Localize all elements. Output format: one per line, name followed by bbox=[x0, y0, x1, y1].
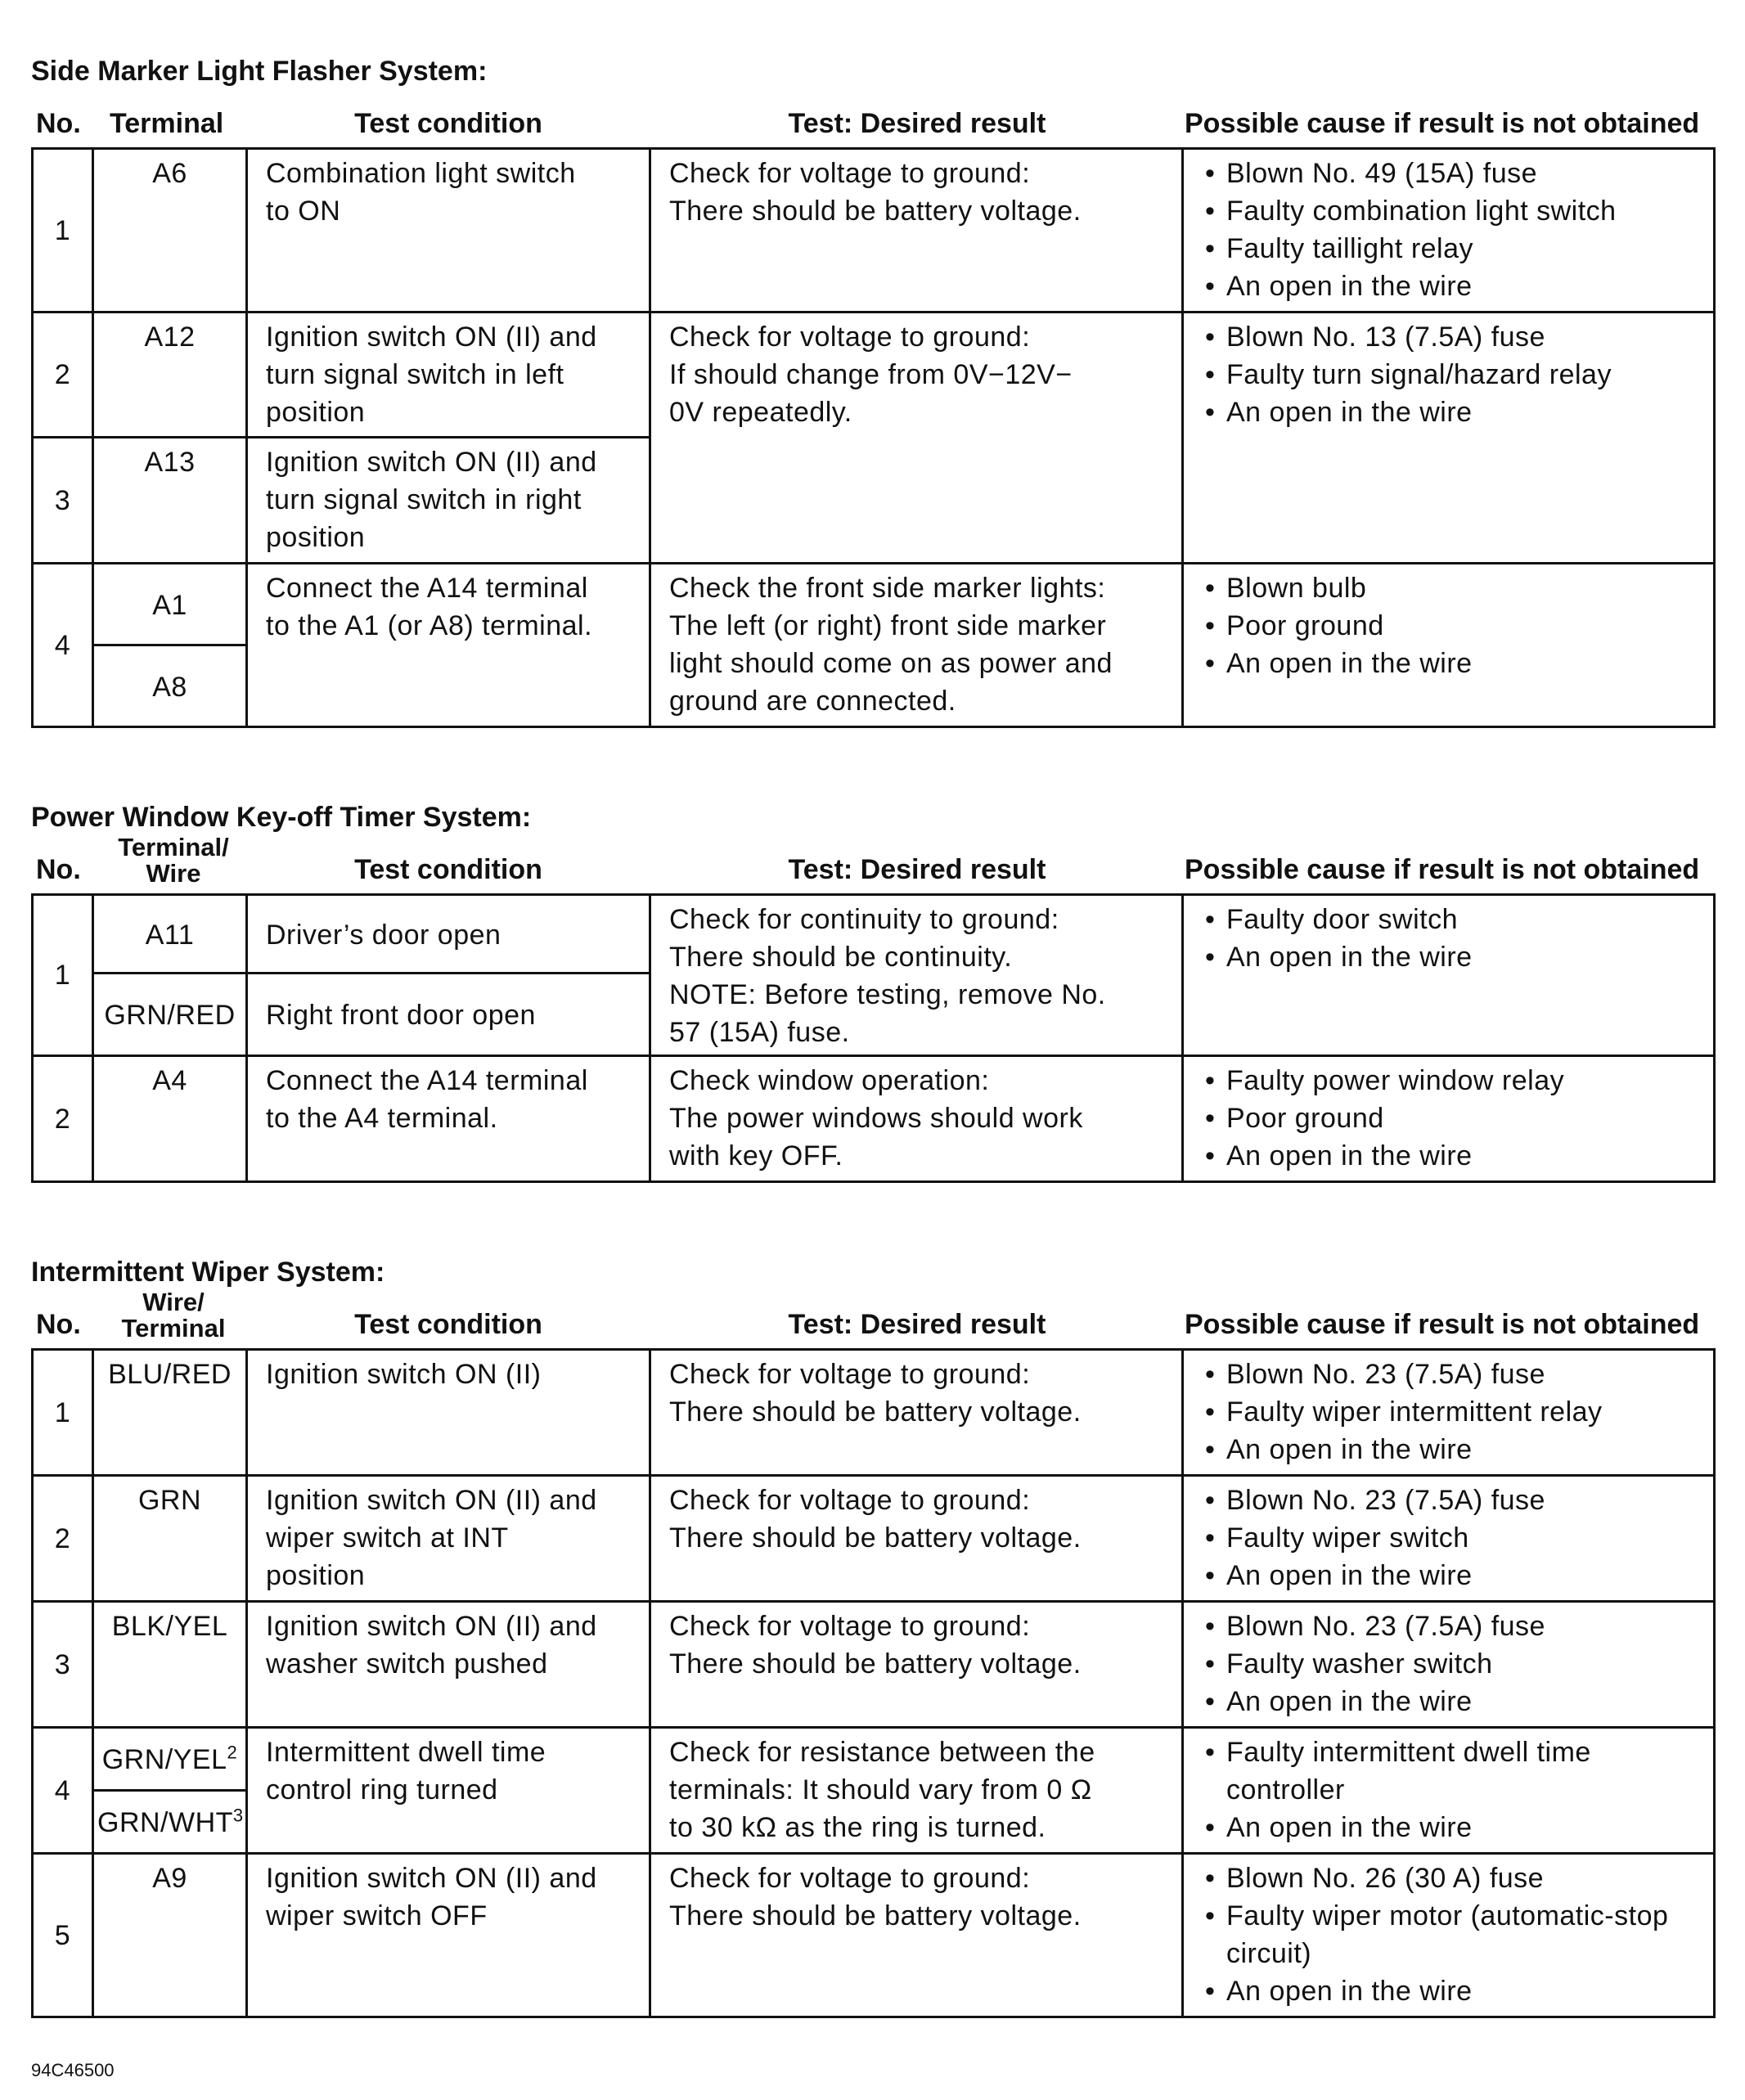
figure-code: 94C46500 bbox=[31, 2060, 115, 2080]
cause-item: • Blown No. 13 (7.5A) fuse bbox=[1202, 318, 1697, 356]
table-row bbox=[33, 1728, 1715, 1791]
cause-item: • Poor ground bbox=[1202, 1099, 1697, 1137]
cause-item: • An open in the wire bbox=[1202, 1972, 1697, 2010]
possible-cause-cell bbox=[1183, 1350, 1715, 1476]
possible-cause-cell bbox=[1183, 1056, 1715, 1182]
section-title-power-window: Power Window Key-off Timer System: bbox=[31, 802, 532, 833]
test-condition-cell: Ignition switch ON (II) and washer switch pushed bbox=[247, 1602, 650, 1728]
header-terminal-wire: Terminal/ Wire bbox=[118, 833, 229, 888]
row-number: 2 bbox=[33, 313, 93, 438]
cause-item: • Faulty taillight relay bbox=[1202, 230, 1697, 268]
table-row bbox=[33, 895, 1715, 974]
desired-result-cell: Check for voltage to ground: There should be battery voltage. bbox=[650, 149, 1183, 313]
header-terminal: Terminal bbox=[110, 108, 224, 139]
row-number: 4 bbox=[33, 1728, 93, 1854]
header-test-condition: Test condition bbox=[354, 854, 542, 885]
cause-item: • Faulty combination light switch bbox=[1202, 192, 1697, 230]
terminal-cell: BLK/YEL bbox=[93, 1602, 247, 1728]
cause-item: • Blown No. 49 (15A) fuse bbox=[1202, 155, 1697, 192]
test-condition-cell: Connect the A14 terminal to the A4 terminal. bbox=[247, 1056, 650, 1182]
cause-item: • An open in the wire bbox=[1202, 645, 1697, 682]
desired-result-cell: Check for voltage to ground: There should be battery voltage. bbox=[650, 1476, 1183, 1602]
header-no: No. bbox=[36, 108, 81, 139]
terminal-cell: GRN/WHT$^3$ bbox=[93, 1791, 247, 1854]
test-condition-cell: Right front door open bbox=[247, 974, 650, 1056]
test-condition-cell: Ignition switch ON (II) and turn signal switch in right position bbox=[247, 438, 650, 564]
header-no: No. bbox=[36, 854, 81, 885]
table-row bbox=[33, 313, 1715, 438]
header-desired-result: Test: Desired result bbox=[788, 108, 1046, 139]
row-number: 5 bbox=[33, 1854, 93, 2017]
possible-cause-cell bbox=[1183, 564, 1715, 727]
cause-item: • Blown bulb bbox=[1202, 569, 1697, 607]
cause-item: • An open in the wire bbox=[1202, 1557, 1697, 1594]
test-condition-cell: Ignition switch ON (II) and wiper switch OFF bbox=[247, 1854, 650, 2017]
side-marker-table bbox=[31, 147, 1716, 728]
table-row bbox=[33, 564, 1715, 645]
header-wire-terminal: Wire/ Terminal bbox=[121, 1288, 226, 1342]
wiper-table bbox=[31, 1348, 1716, 2018]
cause-item: • An open in the wire bbox=[1202, 1809, 1697, 1846]
power-window-table bbox=[31, 893, 1716, 1183]
header-desired-result: Test: Desired result bbox=[788, 854, 1046, 885]
table-row bbox=[33, 1854, 1715, 2017]
terminal-cell: A13 bbox=[93, 438, 247, 564]
section-title-wiper: Intermittent Wiper System: bbox=[31, 1257, 385, 1288]
cause-item: • Blown No. 23 (7.5A) fuse bbox=[1202, 1608, 1697, 1645]
cause-item: • Faulty power window relay bbox=[1202, 1062, 1697, 1099]
terminal-cell: A12 bbox=[93, 313, 247, 438]
terminal-cell: A1 bbox=[93, 564, 247, 645]
desired-result-cell: Check for voltage to ground: If should change from 0V−12V− 0V repeatedly. bbox=[650, 313, 1183, 564]
cause-item: • Faulty wiper motor (automatic-stop circuit) bbox=[1202, 1897, 1697, 1972]
test-condition-cell: Ignition switch ON (II) bbox=[247, 1350, 650, 1476]
row-number: 2 bbox=[33, 1056, 93, 1182]
footnote-mark: 3 bbox=[232, 1805, 244, 1826]
possible-cause-cell bbox=[1183, 1728, 1715, 1854]
test-condition-cell: Intermittent dwell time control ring turned bbox=[247, 1728, 650, 1854]
desired-result-cell: Check for voltage to ground: There should be battery voltage. bbox=[650, 1854, 1183, 2017]
cause-item: • Blown No. 23 (7.5A) fuse bbox=[1202, 1356, 1697, 1393]
cause-item: • An open in the wire bbox=[1202, 1683, 1697, 1720]
table-row bbox=[33, 1350, 1715, 1476]
possible-cause-cell bbox=[1183, 149, 1715, 313]
cause-item: • An open in the wire bbox=[1202, 1137, 1697, 1175]
test-condition-cell: Ignition switch ON (II) and turn signal switch in left position bbox=[247, 313, 650, 438]
row-number: 1 bbox=[33, 149, 93, 313]
header-test-condition: Test condition bbox=[354, 1309, 542, 1340]
possible-cause-cell bbox=[1183, 895, 1715, 1056]
row-number: 1 bbox=[33, 1350, 93, 1476]
header-possible-cause: Possible cause if result is not obtained bbox=[1185, 1309, 1700, 1340]
cause-item: • An open in the wire bbox=[1202, 1431, 1697, 1468]
desired-result-cell: Check the front side marker lights: The left (or right) front side marker light should come on as power and ground are connected. bbox=[650, 564, 1183, 727]
test-condition-cell: Driver’s door open bbox=[247, 895, 650, 974]
cause-item: • Faulty turn signal/hazard relay bbox=[1202, 356, 1697, 393]
desired-result-cell: Check window operation: The power windows should work with key OFF. bbox=[650, 1056, 1183, 1182]
cause-item: • An open in the wire bbox=[1202, 938, 1697, 976]
terminal-cell: A6 bbox=[93, 149, 247, 313]
possible-cause-cell bbox=[1183, 1602, 1715, 1728]
cause-item: • Poor ground bbox=[1202, 607, 1697, 645]
cause-item: • Blown No. 23 (7.5A) fuse bbox=[1202, 1482, 1697, 1519]
test-condition-cell: Connect the A14 terminal to the A1 (or A8) terminal. bbox=[247, 564, 650, 727]
terminal-cell: GRN/RED bbox=[93, 974, 247, 1056]
terminal-cell: GRN/YEL$^2$ bbox=[93, 1728, 247, 1791]
possible-cause-cell bbox=[1183, 313, 1715, 564]
desired-result-cell: Check for resistance between the terminals: It should vary from 0 Ω to 30 kΩ as the ring is turned. bbox=[650, 1728, 1183, 1854]
terminal-cell: A4 bbox=[93, 1056, 247, 1182]
cause-item: • An open in the wire bbox=[1202, 268, 1697, 305]
table-row bbox=[33, 149, 1715, 313]
desired-result-cell: Check for continuity to ground: There should be continuity. NOTE: Before testing, remove No. 57 (15A) fuse. bbox=[650, 895, 1183, 1056]
terminal-cell: A11 bbox=[93, 895, 247, 974]
possible-cause-cell bbox=[1183, 1476, 1715, 1602]
section-title-side-marker: Side Marker Light Flasher System: bbox=[31, 56, 488, 87]
cause-item: • An open in the wire bbox=[1202, 393, 1697, 431]
footnote-mark: 2 bbox=[227, 1742, 238, 1763]
desired-result-cell: Check for voltage to ground: There should be battery voltage. bbox=[650, 1602, 1183, 1728]
table-row bbox=[33, 1476, 1715, 1602]
header-no: No. bbox=[36, 1309, 81, 1340]
terminal-cell: A9 bbox=[93, 1854, 247, 2017]
header-desired-result: Test: Desired result bbox=[788, 1309, 1046, 1340]
row-number: 2 bbox=[33, 1476, 93, 1602]
header-test-condition: Test condition bbox=[354, 108, 542, 139]
row-number: 3 bbox=[33, 438, 93, 564]
cause-item: • Faulty washer switch bbox=[1202, 1645, 1697, 1683]
terminal-cell: GRN bbox=[93, 1476, 247, 1602]
row-number: 3 bbox=[33, 1602, 93, 1728]
test-condition-cell: Combination light switch to ON bbox=[247, 149, 650, 313]
table-row bbox=[33, 1602, 1715, 1728]
terminal-cell: BLU/RED bbox=[93, 1350, 247, 1476]
desired-result-cell: Check for voltage to ground: There should be battery voltage. bbox=[650, 1350, 1183, 1476]
cause-item: • Faulty intermittent dwell time controller bbox=[1202, 1734, 1697, 1809]
table-row bbox=[33, 1056, 1715, 1182]
row-number: 1 bbox=[33, 895, 93, 1056]
cause-item: • Blown No. 26 (30 A) fuse bbox=[1202, 1859, 1697, 1897]
test-condition-cell: Ignition switch ON (II) and wiper switch at INT position bbox=[247, 1476, 650, 1602]
row-number: 4 bbox=[33, 564, 93, 727]
cause-item: • Faulty door switch bbox=[1202, 901, 1697, 938]
possible-cause-cell bbox=[1183, 1854, 1715, 2017]
header-possible-cause: Possible cause if result is not obtained bbox=[1185, 854, 1700, 885]
terminal-cell: A8 bbox=[93, 645, 247, 727]
cause-item: • Faulty wiper switch bbox=[1202, 1519, 1697, 1557]
header-possible-cause: Possible cause if result is not obtained bbox=[1185, 108, 1700, 139]
cause-item: • Faulty wiper intermittent relay bbox=[1202, 1393, 1697, 1431]
